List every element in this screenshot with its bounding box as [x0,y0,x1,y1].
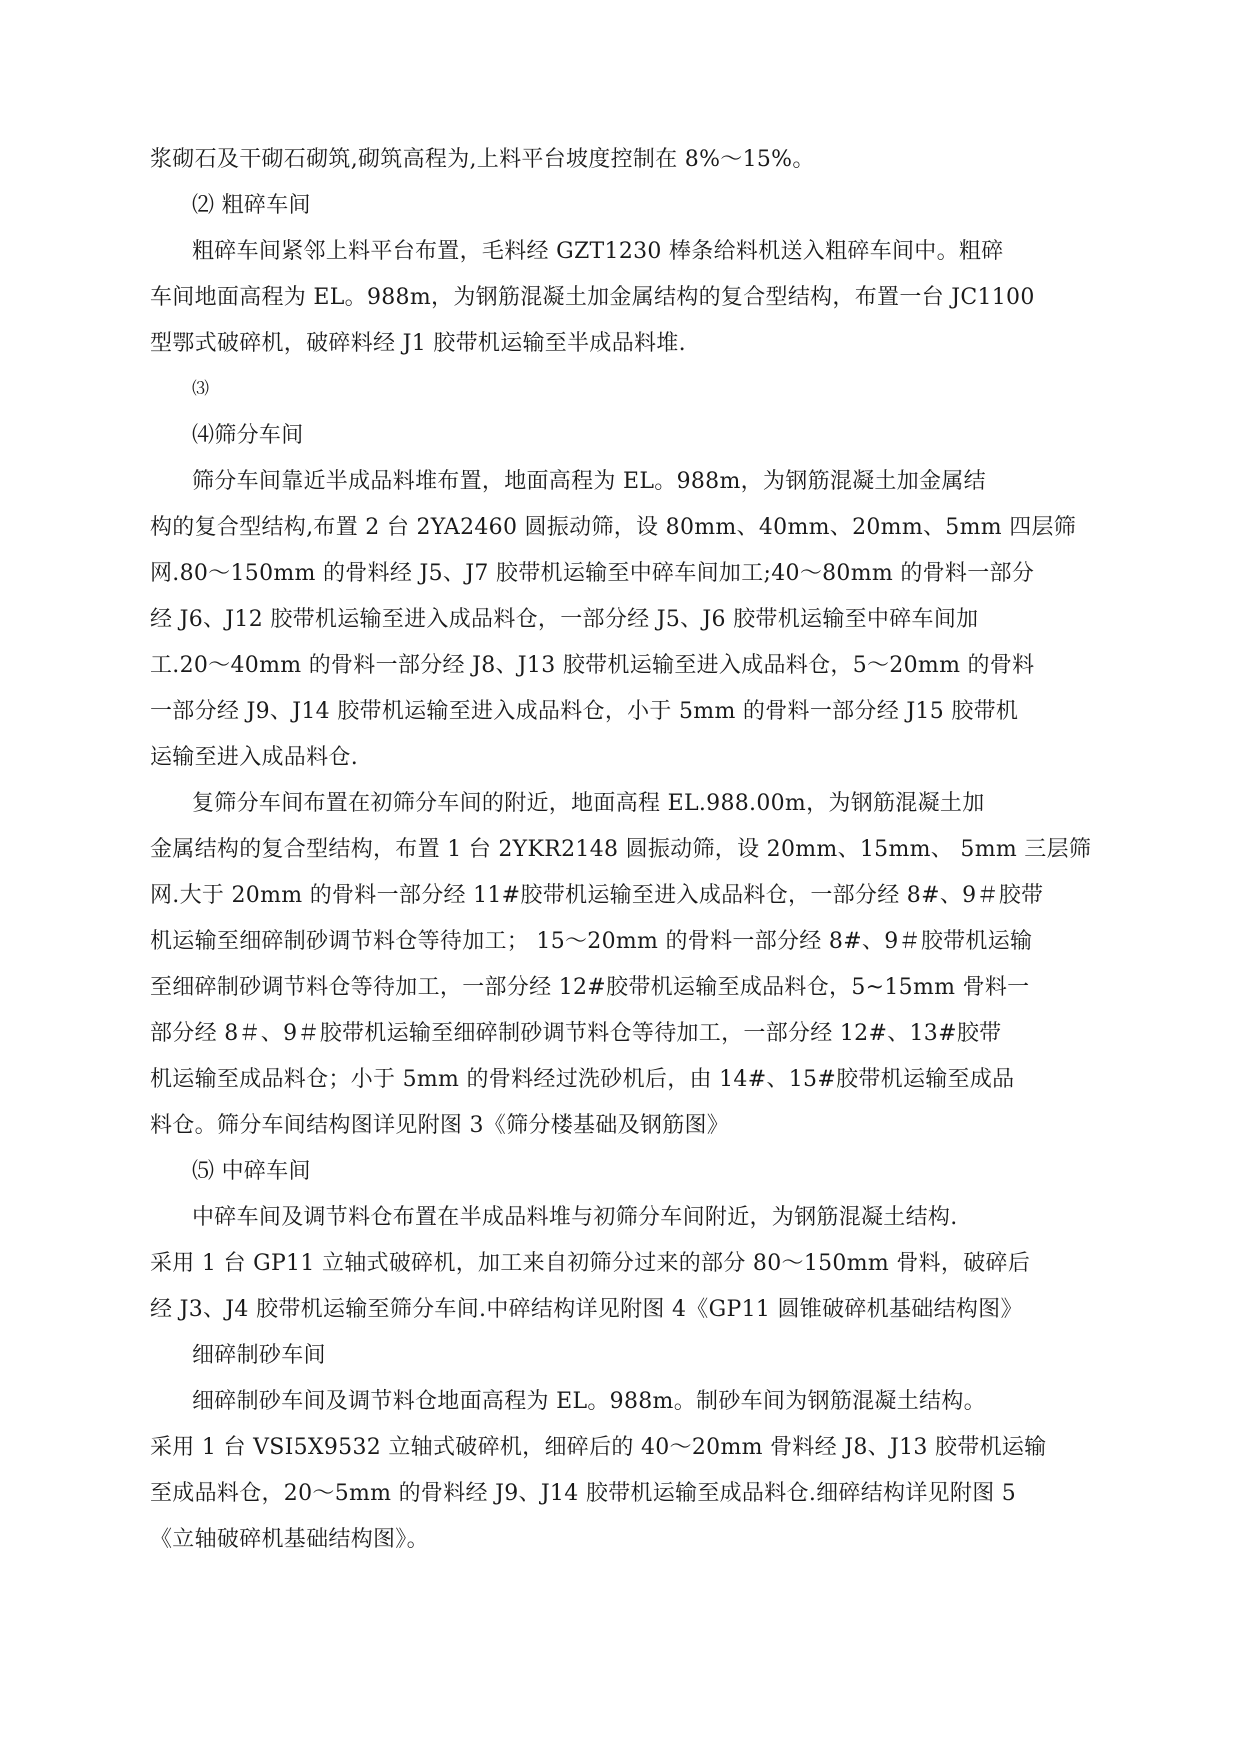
text-line: 《立轴破碎机基础结构图》。 [150,1527,429,1552]
document-page [150,146,1110,1572]
text-line: 料仓。筛分车间结构图详见附图 3《筛分楼基础及钢筋图》 [150,1113,730,1138]
text-line: ⑶ [192,379,210,399]
text-line: 机运输至细碎制砂调节料仓等待加工； 15～20mm 的骨料一部分经 8#、9＃胶带机运输 [150,929,1033,954]
text-line: 筛分车间靠近半成品料堆布置，地面高程为 EL。988m，为钢筋混凝土加金属结 [192,469,986,494]
text-line: 运输至进入成品料仓. [150,745,358,770]
text-line: 型鄂式破碎机，破碎料经 J1 胶带机运输至半成品料堆. [150,331,686,356]
text-line: 至成品料仓，20～5mm 的骨料经 J9、J14 胶带机运输至成品料仓.细碎结构详见附图 5 [150,1481,1017,1506]
text-line: 一部分经 J9、J14 胶带机运输至进入成品料仓，小于 5mm 的骨料一部分经 J15 胶带机 [150,699,1019,724]
text-line: 至细碎制砂调节料仓等待加工，一部分经 12#胶带机运输至成品料仓，5~15mm 骨料一 [150,975,1030,1000]
text-line: 网.大于 20mm 的骨料一部分经 11#胶带机运输至进入成品料仓，一部分经 8#、9＃胶带 [150,883,1044,908]
text-line: 细碎制砂车间 [192,1343,326,1368]
text-line: 细碎制砂车间及调节料仓地面高程为 EL。988m。制砂车间为钢筋混凝土结构。 [192,1389,986,1414]
text-line: 部分经 8＃、9＃胶带机运输至细碎制砂调节料仓等待加工，一部分经 12#、13#胶带 [150,1021,1002,1046]
text-line: ⑷筛分车间 [192,423,304,448]
text-line: 构的复合型结构,布置 2 台 2YA2460 圆振动筛，设 80mm、40mm、20mm、5mm 四层筛 [150,515,1077,540]
text-line: 工.20～40mm 的骨料一部分经 J8、J13 胶带机运输至进入成品料仓，5～20mm 的骨料 [150,653,1035,678]
text-line: ⑵ 粗碎车间 [192,193,311,218]
text-line: 复筛分车间布置在初筛分车间的附近，地面高程 EL.988.00m，为钢筋混凝土加 [192,791,985,816]
text-line: 中碎车间及调节料仓布置在半成品料堆与初筛分车间附近，为钢筋混凝土结构. [192,1205,958,1230]
text-line: 经 J6、J12 胶带机运输至进入成品料仓，一部分经 J5、J6 胶带机运输至中碎车间加 [150,607,979,632]
text-line: 采用 1 台 GP11 立轴式破碎机，加工来自初筛分过来的部分 80～150mm 骨料，破碎后 [150,1251,1031,1276]
text-line: 网.80～150mm 的骨料经 J5、J7 胶带机运输至中碎车间加工;40～80mm 的骨料一部分 [150,561,1035,586]
text-line: 采用 1 台 VSI5X9532 立轴式破碎机，细碎后的 40～20mm 骨料经 J8、J13 胶带机运输 [150,1435,1047,1460]
text-line: 金属结构的复合型结构，布置 1 台 2YKR2148 圆振动筛，设 20mm、15mm、 5mm 三层筛 [150,837,1092,862]
text-line: 车间地面高程为 EL。988m，为钢筋混凝土加金属结构的复合型结构，布置一台 JC1100 [150,285,1035,310]
text-line: 浆砌石及干砌石砌筑,砌筑高程为,上料平台坡度控制在 8%～15%。 [150,147,815,172]
text-line: 粗碎车间紧邻上料平台布置，毛料经 GZT1230 棒条给料机送入粗碎车间中。粗碎 [192,239,1004,264]
text-line: 经 J3、J4 胶带机运输至筛分车间.中碎结构详见附图 4《GP11 圆锥破碎机基础结构图》 [150,1297,1023,1322]
text-line: 机运输至成品料仓；小于 5mm 的骨料经过洗砂机后，由 14#、15#胶带机运输至成品 [150,1067,1015,1092]
text-line: ⑸ 中碎车间 [192,1159,311,1184]
